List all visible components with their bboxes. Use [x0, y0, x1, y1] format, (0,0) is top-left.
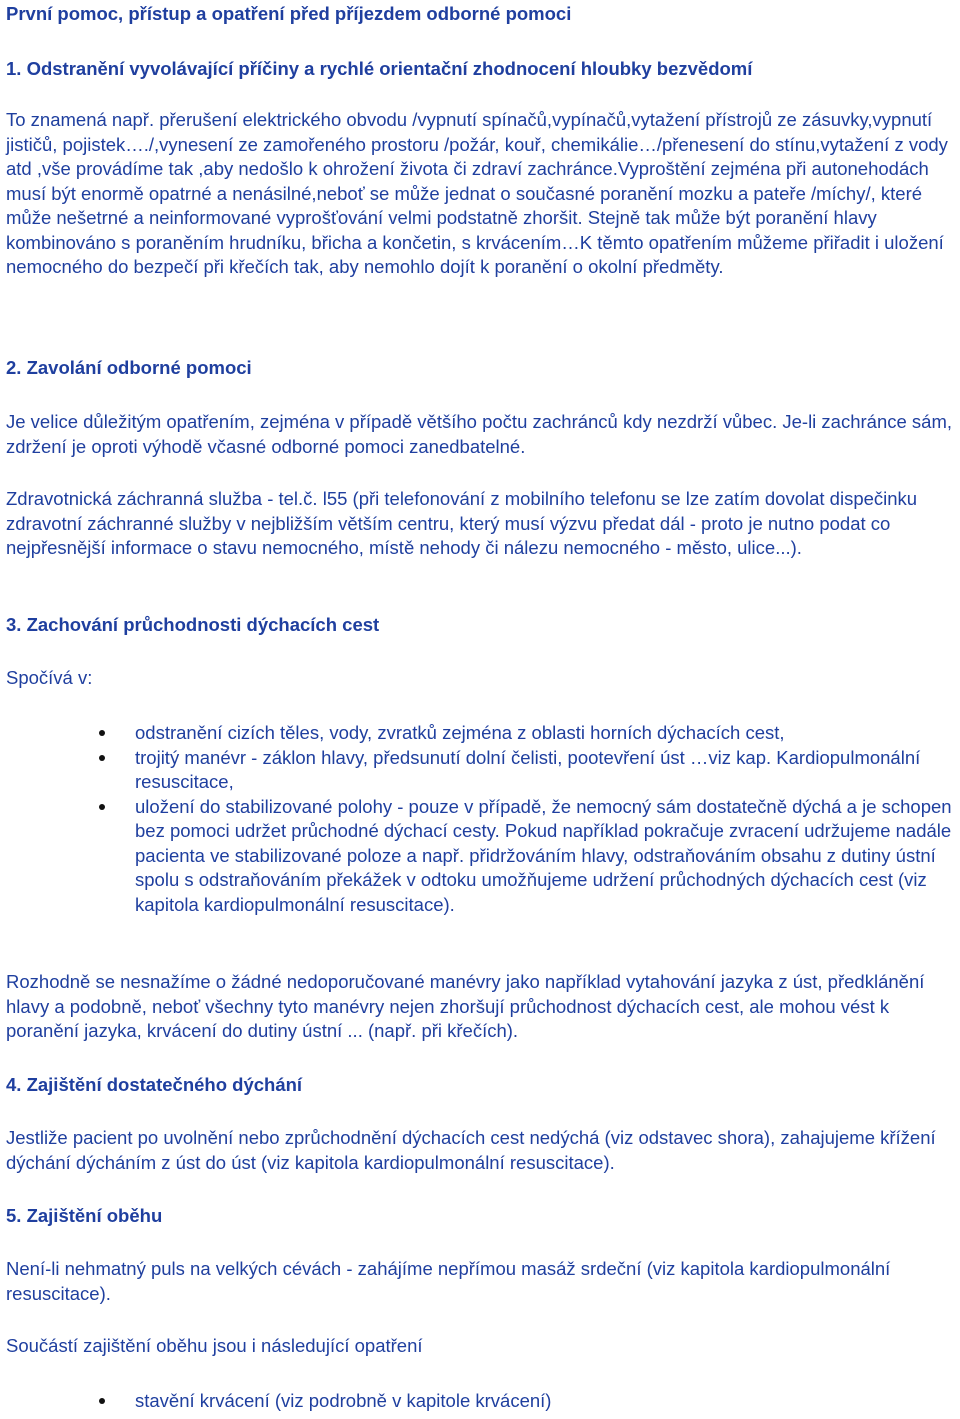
section-1-text-b: Vyproštění zejména při autonehodách musí být enormě opatrné a nenásilné,neboť se může jednat o současné poranění mozku a pateře /míchy/, které může nešetrné a neinformované vyprošťování velmi podstatně zhoršit. Stejně tak může být poranění hlavy kombinováno s poraněním hrudníku, břicha a končetin, s krvácením…K těmto opatřením můžeme přiřadit i uložení nemocného do bezpečí při křečích tak, aby nemohlo dojít k poranění o okolní předměty. — [6, 158, 944, 277]
section-5-heading: 5. Zajištění oběhu — [6, 1205, 163, 1226]
list-item: odstranění cizích těles, vody, zvratků zejména z oblasti horních dýchacích cest, — [0, 721, 956, 746]
section-3-list — [0, 721, 956, 917]
section-5-paragraph-2: Součástí zajištění oběhu jsou i následující opatření — [6, 1335, 423, 1356]
section-1-paragraph — [6, 108, 952, 280]
section-1-text-a: To znamená např. přerušení elektrického obvodu /vypnutí spínačů,vypínačů,vytažení přístrojů ze zásuvky,vypnutí jističů, pojistek…./,vynesení ze zamořeného prostoru /požár, kouř, chemikálie…/přenesení do stínu,vytažení z vody atd ,vše provádíme tak ,aby nedošlo k ohrožení života či zdraví zachránce. — [6, 109, 948, 179]
section-1-heading: 1. Odstranění vyvolávající příčiny a rychlé orientační zhodnocení hloubky bezvědomí — [6, 58, 753, 79]
list-item: uložení do stabilizované polohy - pouze v případě, že nemocný sám dostatečně dýchá a je schopen bez pomoci udržet průchodné dýchací cesty. Pokud například pokračuje zvracení udržujeme nadále pacienta ve stabilizované poloze a např. přidržováním hlavy, odstraňováním obsahu z dutiny ústní spolu s odstraňováním překážek v odtoku umožňujeme udržení průchodných dýchacích cest (viz kapitola kardiopulmonální resuscitace). — [0, 795, 956, 918]
section-3-heading: 3. Zachování průchodnosti dýchacích cest — [6, 614, 380, 635]
list-item: trojitý manévr - záklon hlavy, předsunutí dolní čelisti, pootevření úst …viz kap. Kardiopulmonální resuscitace, — [0, 746, 956, 795]
section-4-paragraph: Jestliže pacient po uvolnění nebo zprůchodnění dýchacích cest nedýchá (viz odstavec shora), zahajujeme křížení dýchání dýcháním z úst do úst (viz kapitola kardiopulmonální resuscitace). — [6, 1127, 936, 1173]
section-2-heading: 2. Zavolání odborné pomoci — [6, 357, 252, 378]
section-2-paragraph-1: Je velice důležitým opatřením, zejména v případě většího počtu zachránců kdy nezdrží vůbec. Je-li zachránce sám, zdržení je oproti výhodě včasné odborné pomoci zanedbatelné. — [6, 411, 953, 457]
section-3-paragraph-2: Rozhodně se nesnažíme o žádné nedoporučované manévry jako například vytahování jazyka z úst, předklánění hlavy a podobně, neboť všechny tyto manévry nejen zhoršují průchodnost dýchacích cest, ale mohou vést k poranění jazyka, krvácení do dutiny ústní ... (např. při křečích). — [6, 971, 925, 1041]
list-item: stavění krvácení (viz podrobně v kapitole krvácení) — [0, 1389, 956, 1414]
document-title: První pomoc, přístup a opatření před příjezdem odborné pomoci — [6, 3, 572, 24]
section-5-list — [0, 1389, 956, 1414]
section-3-intro: Spočívá v: — [6, 667, 93, 688]
section-2-paragraph-2: Zdravotnická záchranná služba - tel.č. l55 (při telefonování z mobilního telefonu se lze zatím dovolat dispečinku zdravotní záchranné služby v nejbližším větším centru, který musí výzvu předat dál - proto je nutno podat co nejpřesnější informace o stavu nemocného, místě nehody či nálezu nemocného - město, ulice...). — [6, 488, 918, 558]
section-4-heading: 4. Zajištění dostatečného dýchání — [6, 1074, 303, 1095]
section-5-paragraph-1: Není-li nehmatný puls na velkých cévách - zahájíme nepřímou masáž srdeční (viz kapitola kardiopulmonální resuscitace). — [6, 1258, 891, 1304]
